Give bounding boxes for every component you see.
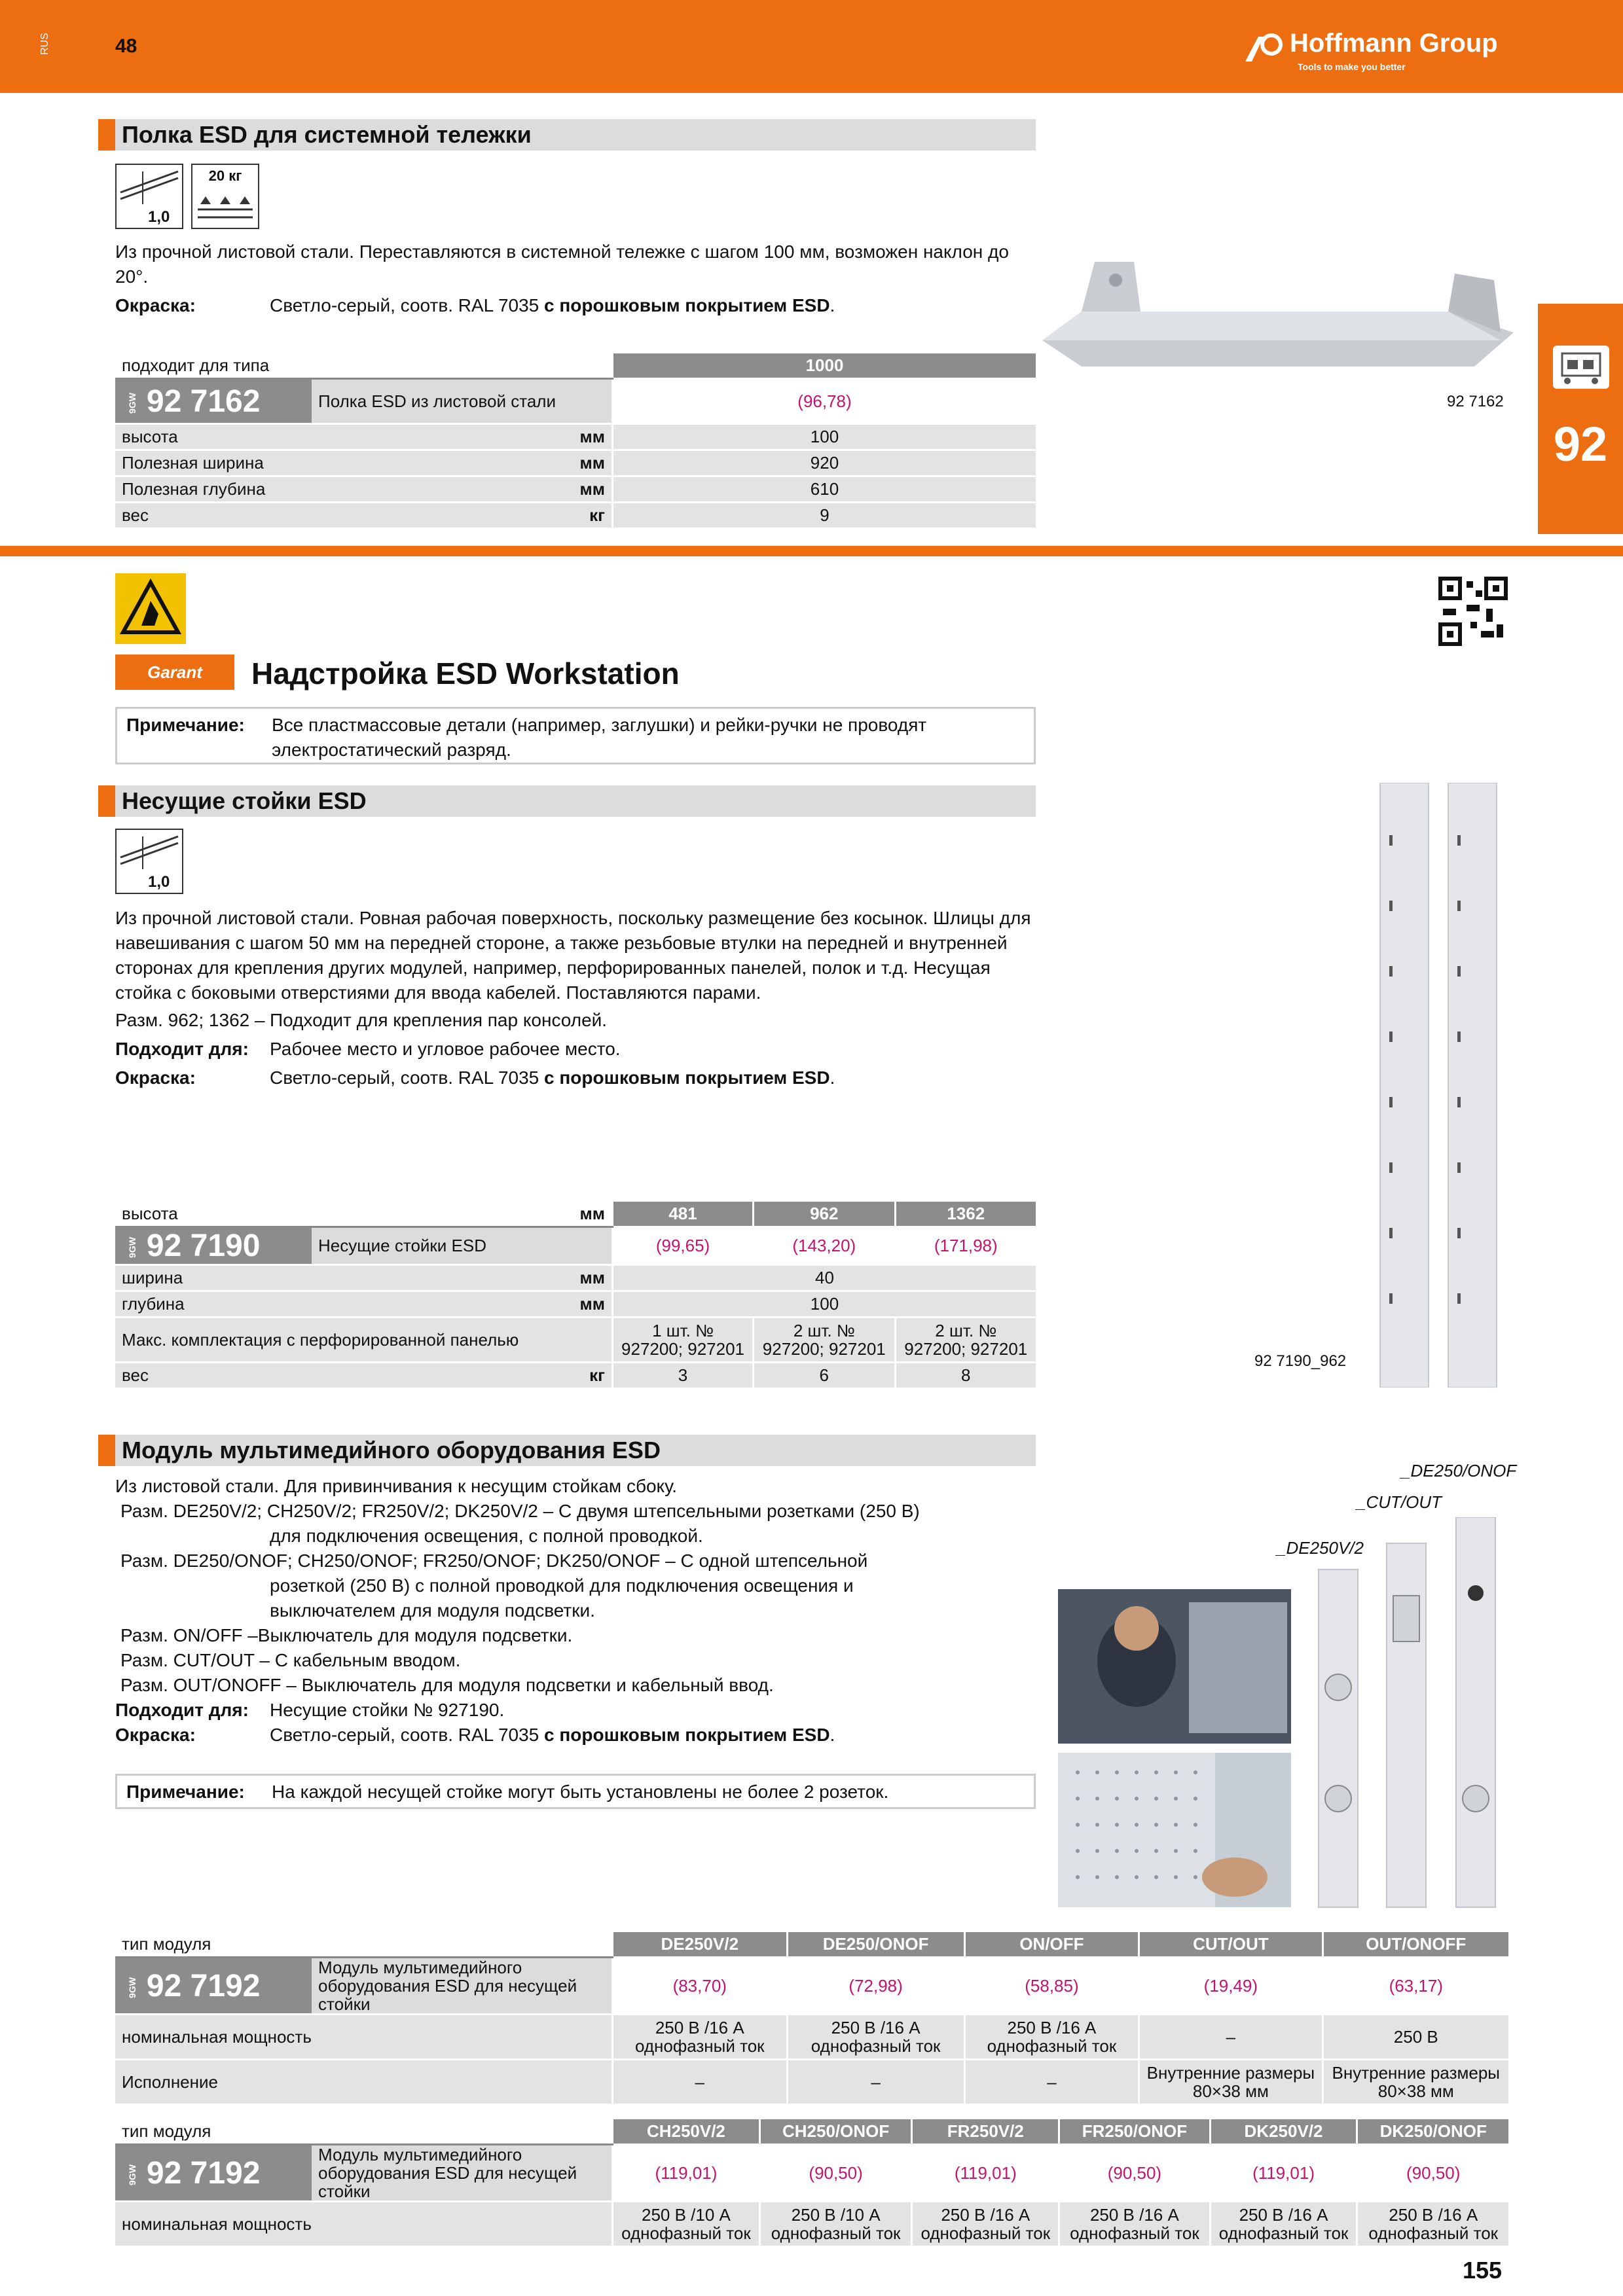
- panel-photo: [1058, 1753, 1291, 1907]
- note-label: Примечание:: [126, 715, 245, 735]
- head-label: тип модуля: [115, 1932, 312, 1958]
- article-price: (90,50): [1357, 2145, 1508, 2202]
- head-type: ON/OFF: [964, 1932, 1139, 1958]
- row-unit: мм: [312, 1291, 613, 1318]
- article-number: [115, 2145, 312, 2202]
- row-value: Внутренние размеры 80×38 мм: [1139, 2060, 1322, 2105]
- article-number: [115, 1227, 312, 1265]
- garant-logo-text: Garant: [147, 662, 202, 682]
- article-price: (119,01): [1210, 2145, 1357, 2202]
- note-text: На каждой несущей стойке могут быть установлены не более 2 розеток.: [272, 1782, 889, 1802]
- table-row: [115, 476, 1036, 503]
- color-bold: с порошковым покрытием ESD: [544, 295, 830, 315]
- row-value: 250 В /10 А однофазный ток: [613, 2202, 760, 2247]
- row-value: 1 шт. № 927200; 927201: [613, 1318, 754, 1363]
- size-label: Разм. 962; 1362 –: [115, 1010, 265, 1030]
- table-row: [115, 1363, 1036, 1389]
- article-price: (63,17): [1322, 1958, 1508, 2015]
- trolley-icon: [1553, 346, 1609, 389]
- row-value: 100: [613, 1291, 1036, 1318]
- uprights-description: Из прочной листовой стали. Ровная рабочая поверхность, поскольку размещение без косынок. Шлицы для навешивания с шагом 50 мм на передней стороне, а также резьбовые втулки на передней и внутренней сторонах для крепления других модулей, например, перфорированных панелей, полок и т.д. Несущая стойка с боковыми отверстиями для ввода кабелей. Поставляются парами.: [115, 908, 1031, 1003]
- head-type: DE250/ONOF: [787, 1932, 964, 1958]
- article-prefix: 9GW: [126, 1237, 137, 1259]
- shelf-spec-table: [115, 353, 1036, 529]
- brand-tagline: Tools to make you better: [1298, 62, 1406, 72]
- load-icon: [191, 164, 259, 229]
- section-title-uprights: [98, 785, 1036, 817]
- load-arrows-icon: [192, 194, 258, 226]
- head-spacer: [312, 353, 613, 379]
- article-row: [115, 379, 1036, 424]
- color-bold: с порошковым покрытием ESD: [544, 1067, 830, 1088]
- article-description: Несущие стойки ESD: [312, 1227, 613, 1265]
- size-text: Подходит для крепления пар консолей.: [270, 1010, 608, 1030]
- row-unit: мм: [312, 1265, 613, 1291]
- article-price: (83,70): [613, 1958, 788, 2015]
- row-label: номинальная мощность: [115, 2015, 613, 2060]
- table-row: [115, 1318, 1036, 1363]
- thickness-value: 1,0: [148, 208, 170, 226]
- brand-name: Hoffmann Group: [1290, 29, 1498, 58]
- row-value: 250 В /16 А однофазный ток: [613, 2015, 788, 2060]
- language-code: RUS: [39, 33, 50, 55]
- row-label: Полезная ширина: [115, 450, 312, 476]
- row-value: –: [964, 2060, 1139, 2105]
- head-type: CUT/OUT: [1139, 1932, 1322, 1958]
- head-label: подходит для типа: [115, 353, 312, 379]
- row-value: 250 В /16 А однофазный ток: [1357, 2202, 1508, 2247]
- article-number: [115, 379, 312, 424]
- thickness-icon: [115, 829, 183, 894]
- section-title-shelf: [98, 119, 1036, 151]
- section-divider: [0, 546, 1623, 556]
- esd-warning-icon: [115, 573, 186, 644]
- uprights-image: [1375, 783, 1506, 1388]
- article-price: (58,85): [964, 1958, 1139, 2015]
- table-row: [115, 2202, 1508, 2247]
- head-size: 962: [754, 1202, 895, 1227]
- head-label: высота: [115, 1202, 312, 1227]
- sheet-thickness-icon: [117, 165, 182, 204]
- row-value: –: [1139, 2015, 1322, 2060]
- row-value: 250 В /10 А однофазный ток: [759, 2202, 912, 2247]
- note-label: Примечание:: [126, 1782, 245, 1802]
- article-price: (143,20): [754, 1227, 895, 1265]
- row-value: 9: [613, 503, 1036, 529]
- head-unit: мм: [312, 1202, 613, 1227]
- row-value: Внутренние размеры 80×38 мм: [1322, 2060, 1508, 2105]
- page-number: 155: [1463, 2257, 1503, 2284]
- row-label: номинальная мощность: [115, 2202, 613, 2247]
- article-number: [115, 1958, 312, 2015]
- head-label: тип модуля: [115, 2119, 312, 2145]
- row-value: 250 В: [1322, 2015, 1508, 2060]
- row-value: 100: [613, 424, 1036, 450]
- row-value: 40: [613, 1265, 1036, 1291]
- table-row: [115, 424, 1036, 450]
- row-unit: мм: [312, 476, 613, 503]
- article-price: (90,50): [759, 2145, 912, 2202]
- head-type: CH250/ONOF: [759, 2119, 912, 2145]
- esd-symbol-icon: [115, 573, 186, 644]
- head-spacer: [312, 1932, 613, 1958]
- row-unit: мм: [312, 424, 613, 450]
- uprights-product-image: [1375, 783, 1506, 1388]
- table-head-row: [115, 2119, 1508, 2145]
- module-label: _DE250V/2: [1277, 1538, 1364, 1558]
- row-label: Макс. комплектация с перфорированной панелью: [115, 1318, 613, 1363]
- article-price: (99,65): [613, 1227, 754, 1265]
- table-row: [115, 2015, 1508, 2060]
- row-value: 920: [613, 450, 1036, 476]
- article-price: (119,01): [912, 2145, 1059, 2202]
- article-price: (171,98): [895, 1227, 1036, 1265]
- article-prefix: 9GW: [126, 1977, 137, 1998]
- row-value: 3: [613, 1363, 754, 1389]
- row-value: 2 шт. № 927200; 927201: [754, 1318, 895, 1363]
- section-title-text: Полка ESD для системной тележки: [122, 121, 532, 148]
- row-label: Полезная глубина: [115, 476, 312, 503]
- desc-line: Разм. OUT/ONOFF – Выключатель для модуля подсветки и кабельный ввод.: [120, 1675, 774, 1695]
- head-type: FR250/ONOF: [1059, 2119, 1210, 2145]
- table-head-row: [115, 1202, 1036, 1227]
- row-label: вес: [115, 1363, 312, 1389]
- shelf-product-image: [1042, 254, 1514, 367]
- section-title-multimedia: [98, 1435, 1036, 1466]
- fits-text: Рабочее место и угловое рабочее место.: [270, 1039, 621, 1059]
- desc-line: Разм. CUT/OUT – С кабельным вводом.: [120, 1650, 461, 1670]
- row-label: глубина: [115, 1291, 312, 1318]
- article-row: [115, 1958, 1508, 2015]
- desc-line: Разм. DE250/ONOF; CH250/ONOF; FR250/ONOF; DK250/ONOF – С одной штепсельной розеткой (250 В) с полной проводкой для подключения освещения и выключателем для модуля подсветки.: [120, 1551, 868, 1621]
- article-row: [115, 2145, 1508, 2202]
- article-price: (72,98): [787, 1958, 964, 2015]
- row-value: 2 шт. № 927200; 927201: [895, 1318, 1036, 1363]
- workshop-photo-image: [1058, 1589, 1291, 1744]
- section-title-text: Модуль мультимедийного оборудования ESD: [122, 1437, 661, 1463]
- fits-label: Подходит для:: [115, 1039, 249, 1059]
- note-text: Все пластмассовые детали (например, заглушки) и рейки-ручки не проводят электростатический разряд.: [272, 715, 927, 760]
- note-box: [115, 707, 1036, 764]
- garant-logo: [115, 655, 234, 690]
- row-value: 6: [754, 1363, 895, 1389]
- article-prefix: 9GW: [126, 2164, 137, 2185]
- row-label: высота: [115, 424, 312, 450]
- head-type: DE250V/2: [613, 1932, 788, 1958]
- article-description: Модуль мультимедийного оборудования ESD для несущей стойки: [312, 2145, 613, 2202]
- head-type: CH250V/2: [613, 2119, 760, 2145]
- color-text: Светло-серый, соотв. RAL 7035: [270, 1067, 545, 1088]
- uprights-spec-table: [115, 1202, 1036, 1390]
- color-row: Окраска: Светло-серый, соотв. RAL 7035 с порошковым покрытием ESD.: [115, 1725, 835, 1745]
- table-row: [115, 503, 1036, 529]
- row-value: 8: [895, 1363, 1036, 1389]
- qr-code-icon: [1438, 576, 1508, 647]
- color-label: Окраска:: [115, 295, 196, 315]
- workshop-photo: [1058, 1589, 1291, 1744]
- head-type: OUT/ONOFF: [1322, 1932, 1508, 1958]
- row-value: 250 В /16 А однофазный ток: [787, 2015, 964, 2060]
- row-unit: кг: [312, 1363, 613, 1389]
- multimedia-table-1: [115, 1932, 1508, 2106]
- row-value: –: [787, 2060, 964, 2105]
- multimedia-table-2: [115, 2119, 1508, 2248]
- article-price: (119,01): [613, 2145, 760, 2202]
- note-box: [115, 1774, 1036, 1809]
- row-value: 610: [613, 476, 1036, 503]
- article-no: 92 7190: [146, 1229, 261, 1263]
- row-label: вес: [115, 503, 312, 529]
- shelf-color-row: Окраска: Светло-серый, соотв. RAL 7035 с порошковым покрытием ESD.: [115, 293, 1032, 318]
- article-prefix: 9GW: [126, 392, 137, 414]
- hoffmann-logo-icon: [1244, 30, 1290, 63]
- article-description: Полка ESD из листовой стали: [312, 379, 613, 424]
- row-value: 250 В /16 А однофазный ток: [1210, 2202, 1357, 2247]
- row-label: Исполнение: [115, 2060, 613, 2105]
- color-label: Окраска:: [115, 1067, 196, 1088]
- fits-row: Подходит для: Несущие стойки № 927190.: [115, 1700, 505, 1720]
- article-price: (90,50): [1059, 2145, 1210, 2202]
- table-row: [115, 2060, 1508, 2105]
- modules-image: [1316, 1517, 1506, 1910]
- thickness-icon: [115, 164, 183, 229]
- row-value: 250 В /16 А однофазный ток: [912, 2202, 1059, 2247]
- sheet-thickness-icon: [117, 830, 182, 869]
- head-value: 1000: [613, 353, 1036, 379]
- module-label: _CUT/OUT: [1357, 1492, 1442, 1512]
- shelf-image: [1042, 254, 1514, 367]
- row-unit: мм: [312, 450, 613, 476]
- article-price: (19,49): [1139, 1958, 1322, 2015]
- shelf-image-label: 92 7162: [1447, 393, 1504, 410]
- head-type: DK250/ONOF: [1357, 2119, 1508, 2145]
- article-row: [115, 1227, 1036, 1265]
- row-value: –: [613, 2060, 788, 2105]
- uprights-fits-row: [115, 1037, 1032, 1062]
- color-text: Светло-серый, соотв. RAL 7035: [270, 295, 545, 315]
- head-size: 481: [613, 1202, 754, 1227]
- trolley-icon-svg: [1553, 346, 1609, 389]
- section-title-text: Несущие стойки ESD: [122, 787, 367, 814]
- load-value: 20 кг: [208, 168, 242, 184]
- article-description: Модуль мультимедийного оборудования ESD для несущей стойки: [312, 1958, 613, 2015]
- table-row: [115, 450, 1036, 476]
- row-value: 250 В /16 А однофазный ток: [964, 2015, 1139, 2060]
- head-spacer: [312, 2119, 613, 2145]
- section2-title: Надстройка ESD Workstation: [251, 656, 680, 691]
- uprights-image-label: 92 7190_962: [1254, 1352, 1347, 1370]
- chapter-number: 92: [1553, 417, 1608, 471]
- row-unit: кг: [312, 503, 613, 529]
- row-value: 250 В /16 А однофазный ток: [1059, 2202, 1210, 2247]
- shelf-description: Из прочной листовой стали. Переставляются в системной тележке с шагом 100 мм, возможен наклон до 20°.: [115, 242, 1009, 287]
- table-head-row: [115, 1932, 1508, 1958]
- head-size: 1362: [895, 1202, 1036, 1227]
- multimedia-description: [115, 1474, 934, 1748]
- desc-line: Разм. ON/OFF –Выключатель для модуля подсветки.: [120, 1625, 573, 1645]
- article-price: (96,78): [613, 379, 1036, 424]
- article-no: 92 7192: [146, 2155, 261, 2191]
- article-no: 92 7162: [146, 384, 261, 419]
- thickness-value: 1,0: [148, 873, 170, 891]
- table-head-row: [115, 353, 1036, 379]
- table-row: [115, 1265, 1036, 1291]
- head-type: DK250V/2: [1210, 2119, 1357, 2145]
- desc-line: Из листовой стали. Для привинчивания к несущим стойкам сбоку.: [115, 1476, 678, 1496]
- uprights-size-row: [115, 1008, 1032, 1033]
- modules-product-image: [1316, 1517, 1506, 1910]
- perforated-panel-image: [1058, 1753, 1291, 1907]
- row-label: ширина: [115, 1265, 312, 1291]
- desc-line: Разм. DE250V/2; CH250V/2; FR250V/2; DK250V/2 – С двумя штепсельными розетками (250 В) для подключения освещения, с полной проводкой.: [120, 1501, 920, 1546]
- page-number-top: 48: [115, 35, 137, 57]
- uprights-color-row: Окраска: Светло-серый, соотв. RAL 7035 с порошковым покрытием ESD.: [115, 1066, 1032, 1090]
- qr-code: [1438, 576, 1508, 647]
- article-no: 92 7192: [146, 1968, 261, 2003]
- table-row: [115, 1291, 1036, 1318]
- module-label: _DE250/ONOF: [1401, 1461, 1517, 1480]
- head-type: FR250V/2: [912, 2119, 1059, 2145]
